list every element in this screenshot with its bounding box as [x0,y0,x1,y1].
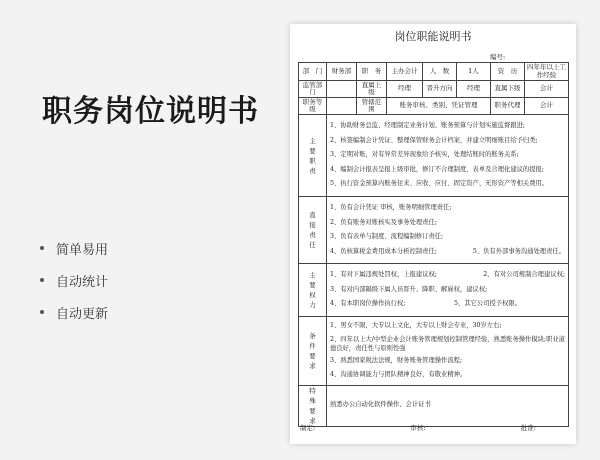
bullet-icon [40,278,44,282]
cell-label-position: 职 务 [357,63,387,81]
requirement-item: 3、熟悉国家税法法规，财务账务管理操作流程; [330,356,463,364]
cell-value-headcount: 1人 [457,63,491,81]
cell-label-deputy: 职务代理 [491,98,525,115]
cell-label-headcount: 人 数 [423,63,457,81]
feature-item [40,232,108,264]
form-row-main-duties [299,115,569,197]
section-body-main-authority [327,264,569,317]
feature-label: 自动统计 [56,274,109,290]
cell-label-direct-subordinate: 直属下级 [491,81,525,98]
cell-value-scope: 账务审核、类别、凭证管理 [387,98,491,115]
section-label-main-duties: 主要职责 [299,115,327,197]
cell-label-direct-superior: 直属上级 [357,81,387,98]
form-row-main-authority [299,264,569,317]
cell-value-department: 财务部 [327,63,357,81]
responsibility-item: 1、负有会计凭证 审核，账务明细管理责任; [330,204,452,211]
section-body-special [327,385,569,426]
form-row-special-requirements [299,385,569,426]
cell-value-promotion: 经理 [457,81,491,98]
duty-item: 3、定期对账，对有异常差异现象给予核实，处理结账时的账务关系; [330,151,519,159]
prepared-by-label: 制定: [300,424,316,432]
cell-label-department: 部 门 [299,63,327,81]
section-label-main-authority: 主要权力 [299,264,327,317]
responsibility-item: 3、负有表单与制度、流程编制修订责任; [330,233,444,240]
page-title: 职务岗位说明书 [42,94,259,129]
cell-value-deputy: 会计 [525,98,569,115]
responsibility-item: 4、负核算税金费用成本分析控制责任; [330,247,437,255]
section-label-requirements: 条件要求 [299,317,327,386]
cell-value-level [327,98,357,115]
cell-value-supervisor-dept [327,81,357,98]
cell-value-experience: 四年年以上工作经验 [525,63,569,81]
requirement-item: 4、沟通协调能力与团队精神良好，有敬业精神。 [330,371,467,378]
cell-label-promotion: 晋升方向 [423,81,457,98]
document-number-label: 编号: [490,53,506,61]
bullet-icon [40,310,44,314]
feature-label: 自动更新 [56,306,109,322]
cell-value-direct-subordinate: 会计 [525,81,569,98]
special-requirement-text: 熟悉办公自动化软件操作、会计证书 [330,401,431,409]
feature-item [40,296,108,328]
responsibility-item-pair [330,245,565,260]
cell-label-experience: 资 历 [491,63,525,81]
authority-item-pair [330,268,565,283]
responsibility-item: 2、负有账务对账核实及事务处理责任; [330,218,437,226]
authority-item: 5、其它公司授予权限。 [454,300,521,308]
authority-item: 1、有对下属违规处罚权，上报建议权; [330,271,437,279]
feature-list [40,232,108,328]
bullet-icon [40,246,44,250]
duty-item: 1、协助财务总监、经理制定业务计划、账务预算与计划实施监督跟进; [330,122,526,130]
form-row-department [299,63,569,81]
form-row-level [299,98,569,115]
section-body-main-duties [327,115,569,197]
cell-label-level: 职务等级 [299,98,327,115]
section-label-direct-responsibility: 直接责任 [299,197,327,264]
form-row-requirements [299,317,569,386]
authority-item-pair [330,297,565,312]
section-label-special: 特殊要求 [299,385,327,426]
cell-label-scope: 管辖范围 [357,98,387,115]
requirement-item: 2、四年以上大/中型企业会计账务管理规划控制管理经验，熟悉账务操作模块;职业道德良好，责任性与原则性强 [330,335,565,352]
form-row-supervision [299,81,569,98]
document-title: 岗位职能说明书 [394,30,472,43]
duty-item: 4、编制会计报表呈报上级审批，修订不合理制度、表单及合理化建议的提报; [330,165,544,173]
feature-label: 简单易用 [56,242,109,258]
form-row-direct-responsibility [299,197,569,264]
document-preview [290,24,576,444]
job-description-form [298,62,569,427]
signature-row [300,423,566,432]
cell-value-direct-superior: 经理 [387,81,423,98]
cell-label-supervisor-dept: 监管部门 [299,81,327,98]
section-body-direct-responsibility [327,197,569,264]
feature-item [40,264,108,296]
section-body-requirements [327,317,569,386]
reviewed-by-label: 审核: [410,424,426,432]
authority-item: 4、有本职岗位操作执行权; [330,300,406,308]
duty-item: 2、核签编制会计凭证、整理保管财务会计档案，并建立明细账目给予归类; [330,136,538,144]
duty-item: 5、执行资金预算内账务往来、应收、应付、固定资产、无形资产等相关费用。 [330,180,549,188]
approved-by-label: 批准: [520,424,536,432]
requirement-item: 1、男女不限，大专以上文化，大专以上财会专业，30岁左右; [330,322,502,329]
authority-item: 2、有对公司规制合理建议权; [483,271,565,279]
cell-value-position: 主办会计 [387,63,423,81]
authority-item: 3、有对内部隔级下属人员晋升、降职、解雇权，建议权; [330,285,488,293]
responsibility-item: 5、负有外部事务沟通处理责任。 [472,247,565,255]
